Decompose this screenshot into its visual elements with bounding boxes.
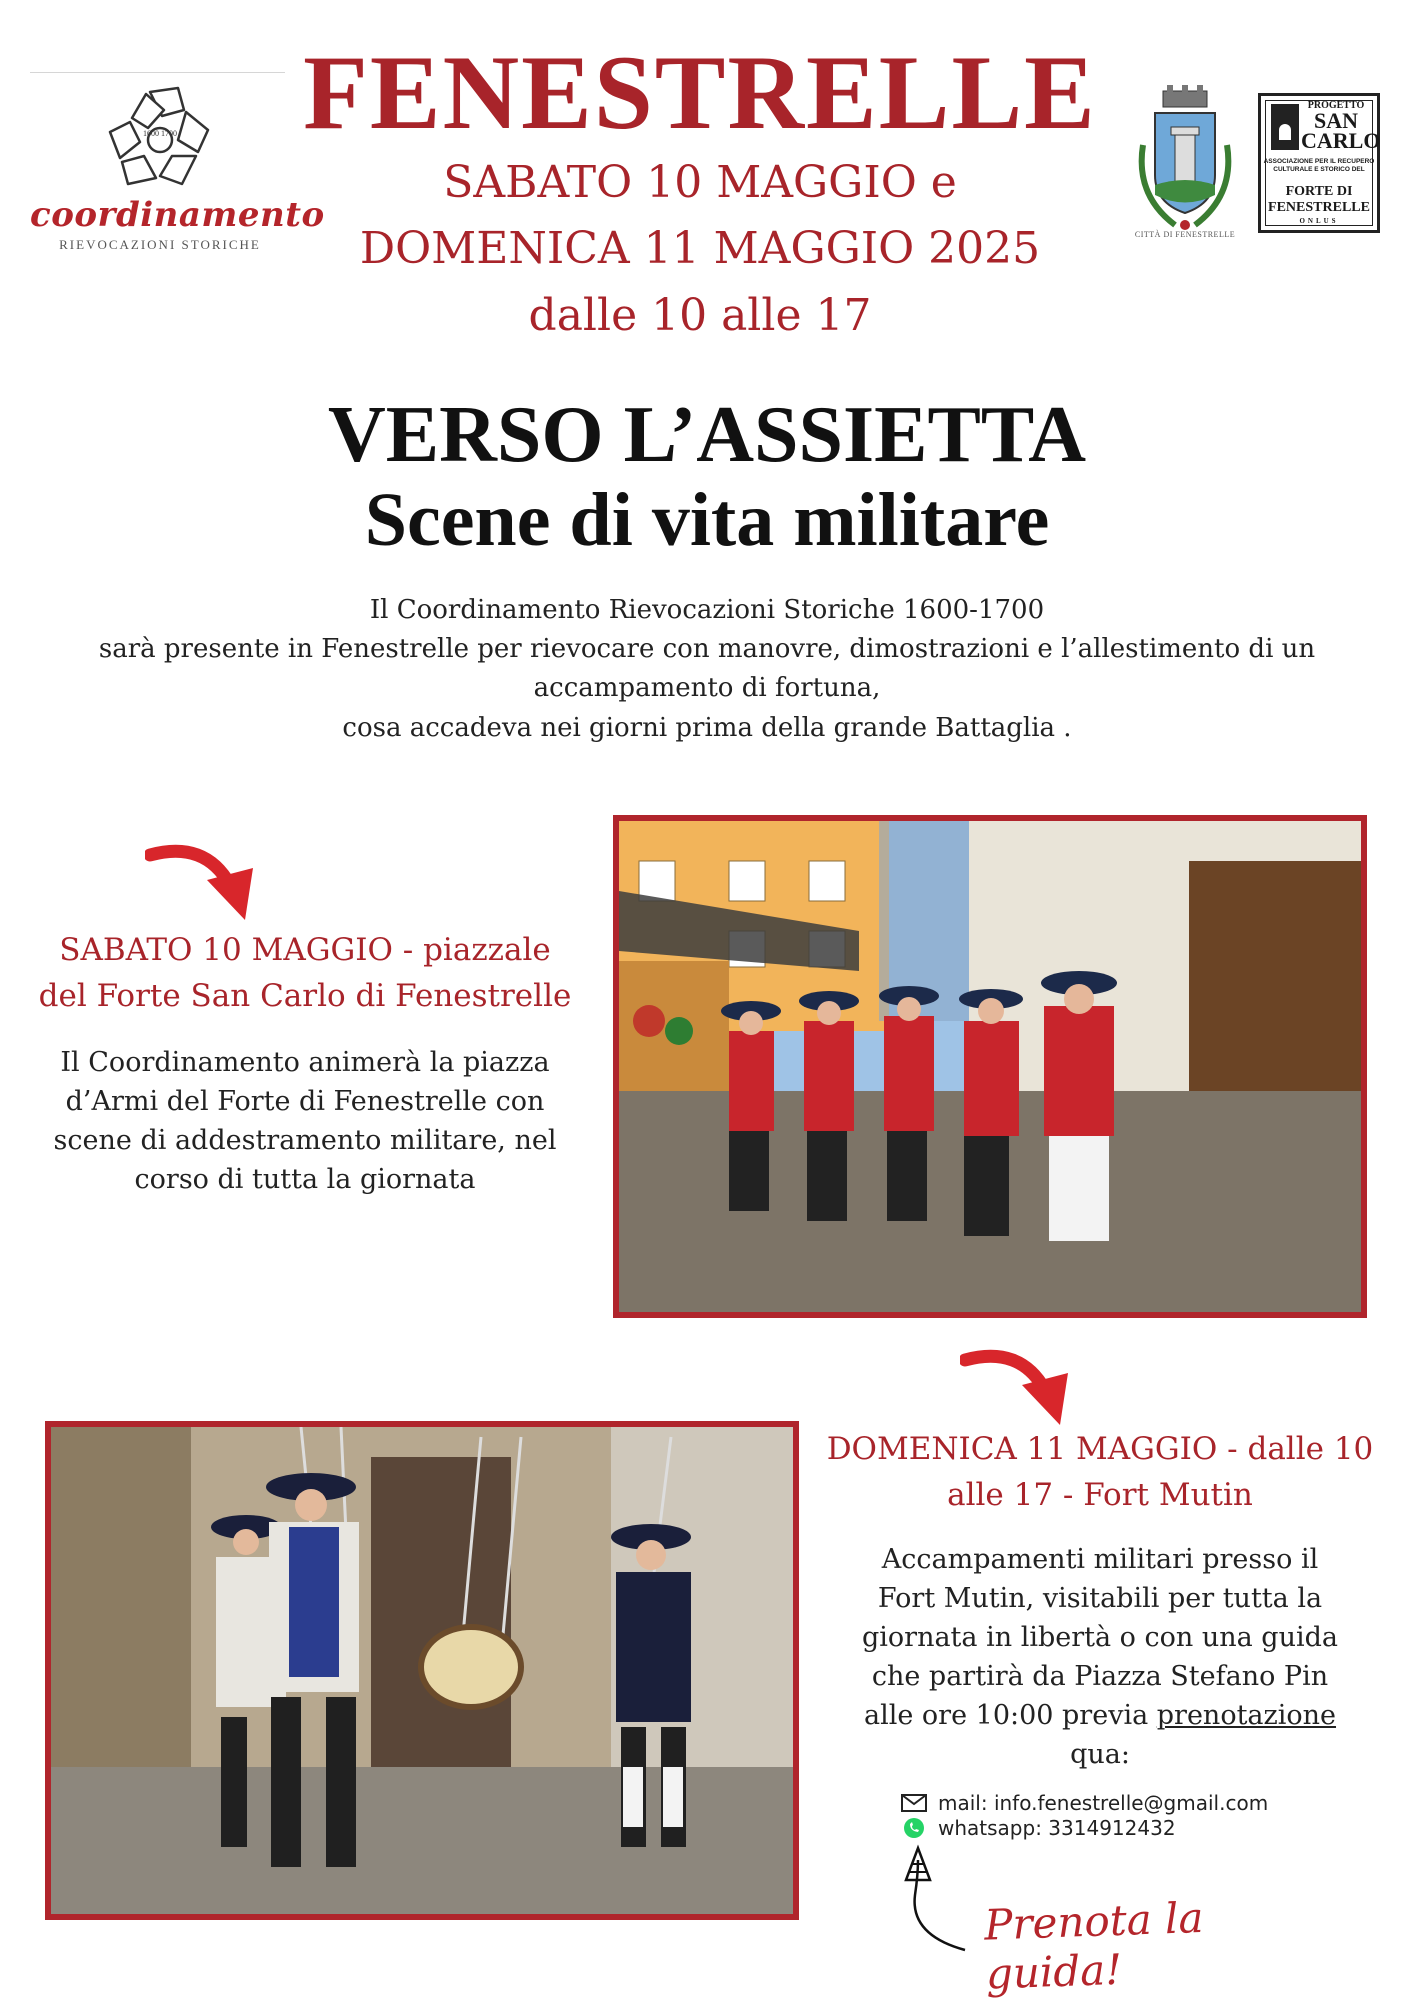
page-title: FENESTRELLE	[303, 34, 1097, 151]
badge-line-3: ASSOCIAZIONE PER IL RECUPERO CULTURALE E STORICO DEL	[1263, 158, 1375, 173]
svg-text:1600 1700: 1600 1700	[143, 129, 177, 138]
headline-title: VERSO L’ASSIETTA	[327, 391, 1087, 479]
curved-arrow-icon	[960, 1345, 1080, 1435]
coordinamento-emblem-icon	[30, 78, 290, 203]
progetto-san-carlo-logo	[1258, 93, 1380, 233]
sunday-title	[820, 1426, 1380, 1518]
date-line-saturday: SABATO 10 MAGGIO e	[443, 157, 957, 208]
headline-subtitle: Scene di vita militare	[364, 478, 1050, 562]
sunday-body-line-1: Accampamenti militari presso il	[881, 1544, 1319, 1575]
fort-tower-icon	[1271, 104, 1299, 150]
sunday-body-line-5-text: alle ore 10:00 previa	[863, 1700, 1157, 1731]
prenotazione-link[interactable]: prenotazione	[1156, 1700, 1337, 1731]
sunday-title-line-2: alle 17 - Fort Mutin	[947, 1477, 1253, 1513]
saturday-description	[30, 1043, 580, 1199]
badge-line-1: PROGETTO	[1307, 100, 1365, 111]
sunday-body-line-5	[820, 1696, 1380, 1735]
sunday-title-line-1: DOMENICA 11 MAGGIO - dalle 10	[826, 1431, 1374, 1467]
curved-arrow-icon	[145, 840, 265, 930]
sunday-body-line-2: Fort Mutin, visitabili per tutta la	[877, 1583, 1323, 1614]
coordinamento-subtitle: RIEVOCAZIONI STORICHE	[59, 237, 261, 252]
saturday-body-line-4: corso di tutta la giornata	[134, 1164, 476, 1195]
badge-line-2: SAN CARLO	[1301, 108, 1381, 153]
saturday-title-line-1: SABATO 10 MAGGIO - piazzale	[59, 932, 551, 968]
contact-mail[interactable]	[900, 1790, 1320, 1816]
badge-line-5: ONLUS	[1299, 217, 1339, 225]
contact-whatsapp-text: whatsapp: 3314912432	[938, 1816, 1176, 1840]
saturday-body-line-3: scene di addestramento militare, nel	[53, 1125, 557, 1156]
prenota-la-guida-cta[interactable]: Prenota la guida!	[983, 1892, 1205, 1999]
contact-whatsapp[interactable]	[900, 1815, 1320, 1841]
time-line: dalle 10 alle 17	[528, 290, 872, 341]
crest-caption: CITTÀ DI FENESTRELLE	[1134, 230, 1236, 239]
saturday-title	[20, 927, 590, 1019]
sunday-body-line-3: giornata in libertà o con una guida	[861, 1622, 1338, 1653]
sunday-description	[820, 1540, 1380, 1774]
saturday-body-line-2: d’Armi del Forte di Fenestrelle con	[65, 1086, 545, 1117]
intro-line-1: Il Coordinamento Rievocazioni Storiche 1600-1700	[369, 595, 1045, 625]
sunday-body-line-6: qua:	[1070, 1739, 1130, 1770]
intro-line-3: accampamento di fortuna,	[533, 673, 881, 703]
contact-mail-text: mail: info.fenestrelle@gmail.com	[938, 1791, 1269, 1815]
town-crest-icon	[1135, 85, 1235, 245]
intro-line-2: sarà presente in Fenestrelle per rievocare con manovre, dimostrazioni e l’allestimento di un	[98, 634, 1316, 664]
date-line-sunday: DOMENICA 11 MAGGIO 2025	[359, 223, 1041, 274]
badge-line-4: FORTE DI FENESTRELLE	[1268, 184, 1370, 215]
photo-drummer-march	[45, 1421, 799, 1920]
saturday-title-line-2: del Forte San Carlo di Fenestrelle	[38, 978, 572, 1014]
coordinamento-brand: coordinamento	[30, 195, 325, 235]
coordinamento-logo	[30, 70, 325, 260]
sunday-body-line-4: che partirà da Piazza Stefano Pin	[871, 1661, 1329, 1692]
photo-soldiers-street	[613, 815, 1367, 1318]
logo-divider	[30, 72, 285, 73]
intro-line-4: cosa accadeva nei giorni prima della grande Battaglia .	[342, 713, 1072, 743]
saturday-body-line-1: Il Coordinamento animerà la piazza	[60, 1047, 550, 1078]
whatsapp-icon	[900, 1817, 928, 1839]
envelope-icon	[900, 1792, 928, 1814]
